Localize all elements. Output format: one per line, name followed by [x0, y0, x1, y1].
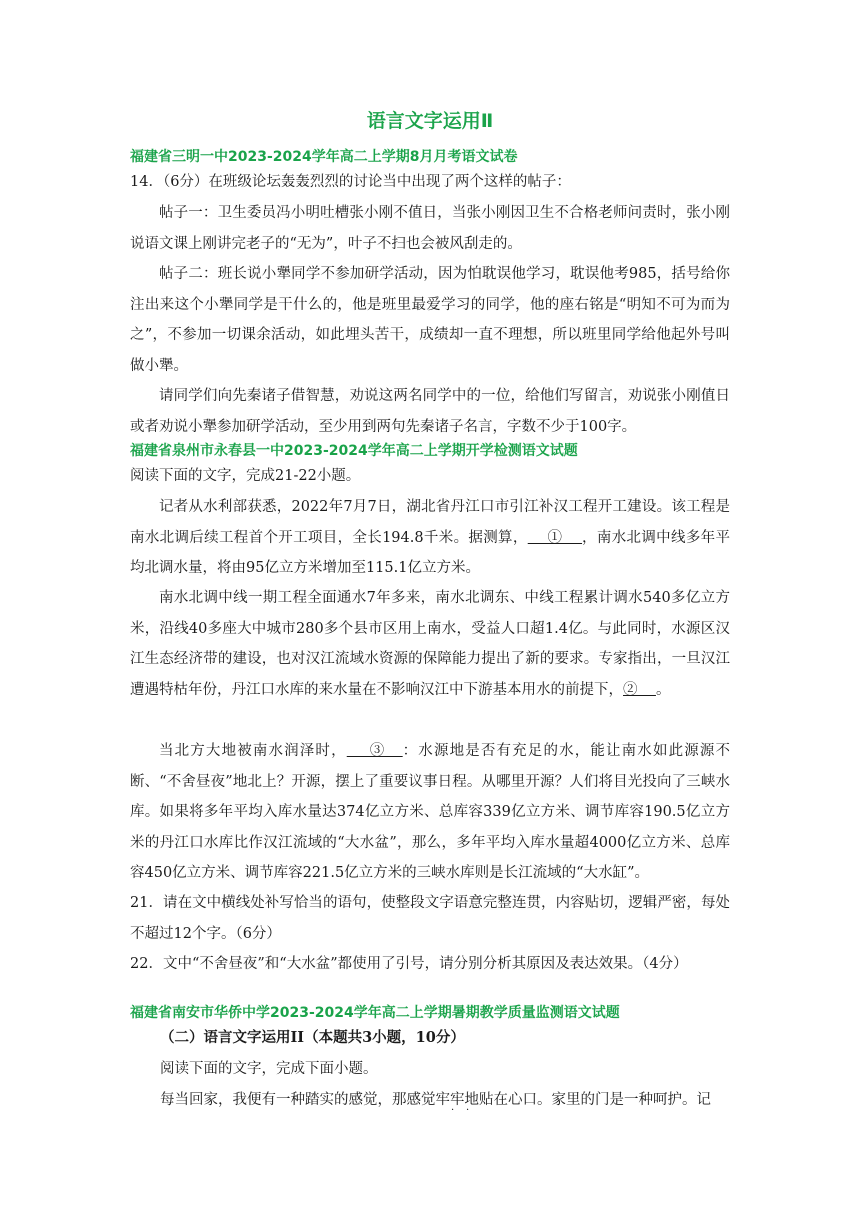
answer-blank-2[interactable]: ②	[623, 681, 656, 698]
source-heading-sanming: 福建省三明一中2023-2024学年高二上学期8月月考语文试卷	[130, 149, 518, 165]
passage-paragraph-1: 记者从水利部获悉，2022年7月7日，湖北省丹江口市引江补汉工程开工建设。该工程是南水北调后续工程首个开工项目，全长194.8千米。据测算， ① ，南水北调中线多年平均北调水量，将由95亿立方米增加至115.1亿立方米。	[130, 499, 730, 576]
question-14-task: 请同学们向先秦诸子借智慧，劝说这两名同学中的一位，给他们写留言，劝说张小刚值日或者劝说小犟参加研学活动，至少用到两句先秦诸子名言，字数不少于100字。	[130, 388, 730, 435]
question-21: 21．请在文中横线处补写恰当的语句，使整段文字语意完整连贯，内容贴切，逻辑严密，每处不超过12个字。（6分）	[130, 895, 730, 942]
emphasis-dot: ·	[466, 1105, 470, 1116]
post-two: 帖子二：班长说小犟同学不参加研学活动，因为怕耽误他学习，耽误他考985，括号给你注出来这个小犟同学是干什么的，他是班里最爱学习的同学，他的座右铭是“明知不可为而为之”，不参加一切课余活动，如此埋头苦干，成绩却一直不理想，所以班里同学给他起外号叫做小犟。	[130, 266, 730, 374]
passage-paragraph-4: 每当回家，我便有一种踏实的感觉，那感觉牢牢地贴在心口。家里的门是一种呵护。记	[160, 1092, 711, 1108]
page-title: 语言文字运用Ⅱ	[366, 110, 494, 132]
passage-paragraph-2: 南水北调中线一期工程全面通水7年多来，南水北调东、中线工程累计调水540多亿立方米，沿线40多座大中城市280多个县市区用上南水，受益人口超1.4亿。与此同时，水源区汉江生态经济带的建设，也对汉江流域水资源的保障能力提出了新的要求。专家指出，一旦汉江遭遇特枯年份，丹江口水库的来水量在不影响汉江中下游基本用水的前提下，② 。	[130, 590, 730, 698]
question-22: 22．文中“不舍昼夜”和“大水盆”都使用了引号，请分别分析其原因及表达效果。（4分）	[130, 956, 688, 972]
question-14: 14．（6分）在班级论坛轰轰烈烈的讨论当中出现了两个这样的帖子：	[130, 174, 571, 190]
passage-paragraph-3: 当北方大地被南水润泽时， ③ ：水源地是否有充足的水，能让南水如此源源不断、“不舍昼夜”地北上？开源，摆上了重要议事日程。从哪里开源？人们将目光投向了三峡水库。如果将多年平均入库水量达374亿立方米、总库容339亿立方米、调节库容190.5亿立方米的丹江口水库比作汉江流域的“大水盆”，那么，多年平均入库水量超4000亿立方米、总库容450亿立方米、调节库容221.5亿立方米的三峡水库则是长江流域的“大水缸”。	[130, 743, 731, 881]
answer-blank-3[interactable]: ③	[346, 743, 403, 759]
post-one: 帖子一：卫生委员冯小明吐槽张小刚不值日，当张小刚因卫生不合格老师问责时，张小刚说语文课上刚讲完老子的“无为”，叶子不扫也会被风刮走的。	[130, 205, 730, 252]
emphasis-dot: ·	[451, 1105, 455, 1116]
reading-instruction: 阅读下面的文字，完成21-22小题。	[130, 468, 361, 484]
source-heading-nanan: 福建省南安市华侨中学2023-2024学年高二上学期暑期教学质量监测语文试题	[130, 1005, 620, 1021]
answer-blank-1[interactable]: ①	[527, 529, 583, 546]
reading-instruction-2: 阅读下面的文字，完成下面小题。	[160, 1061, 378, 1077]
section-heading: （二）语言文字运用II（本题共3小题，10分）	[160, 1029, 465, 1046]
source-heading-yongchun: 福建省泉州市永春县一中2023-2024学年高二上学期开学检测语文试题	[130, 443, 578, 459]
